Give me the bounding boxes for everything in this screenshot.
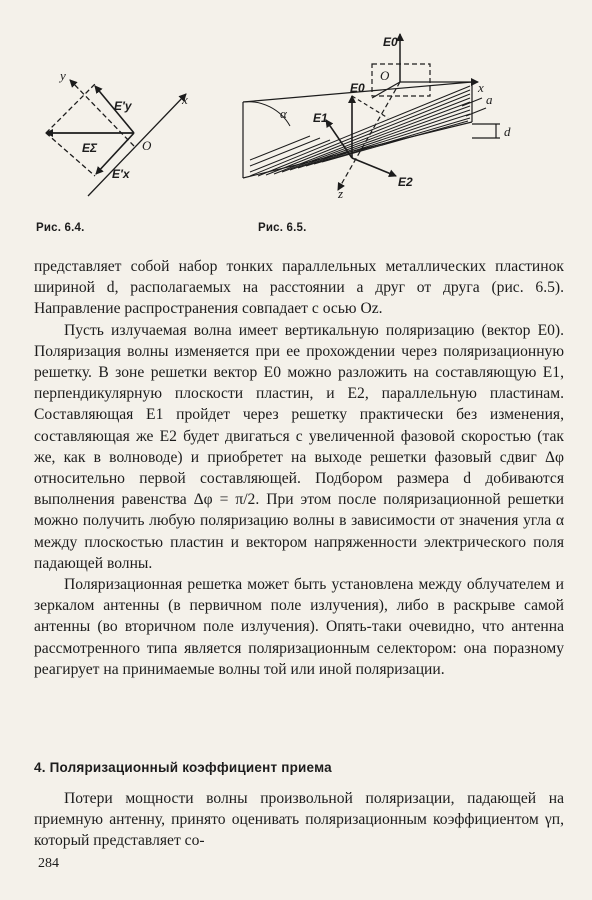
fig65-o-label: O [380, 68, 390, 83]
fig64-esum-label: EΣ [82, 141, 98, 155]
fig64-o-label: O [142, 138, 152, 153]
paragraph-3: Поляризационная решетка может быть установлена между облучателем и зеркалом антенны (в первичном поле излучения), либо в раскрыве самой антенны (во вторичном поле излучения). Опять-таки очевидно, что антенна рассмотренного типа является поляризационным селектором: она поразному реагирует на принимаемые волны той или иной поляризации. [34, 576, 564, 678]
paragraph-1: представляет собой набор тонких параллельных металлических пластинок шириной d, располагаемых на расстоянии a друг от друга (рис. 6.5). Направление распространения совпадает с осью Oz. [34, 258, 564, 318]
fig65-e2-label: E2 [398, 175, 413, 189]
fig64-dash-1 [46, 84, 95, 133]
figures-area [0, 0, 592, 250]
section-text [34, 788, 564, 852]
fig64-x-label: x [182, 92, 188, 107]
body-text [34, 256, 564, 680]
page-number: 284 [38, 856, 59, 871]
section-heading: 4. Поляризационный коэффициент приема [34, 760, 332, 775]
fig65-e2-vector [352, 158, 396, 176]
paragraph-2: Пусть излучаемая волна имеет вертикальную поляризацию (вектор E0). Поляризация волны изменяется при ее прохождении через поляризационную решетку. В зоне решетки вектор E0 можно разложить на составляющую E1, перпендикулярную плоскости пластин, и E2, параллельную пластинам. Составляющая E1 пройдет через решетку практически без изменения, составляющая же E2 будет двигаться с увеличенной фазовой скоростью (так же, как в волноводе) и приобретет на выходе решетки фазовый сдвиг Δφ относительно первой составляющей. Подбором размера d добиваются выполнения равенства Δφ = π/2. При этом после поляризационной решетки можно получить любую поляризацию волны в зависимости от значения угла α между плоскостью пластин и вектором напряженности электрического поля падающей волны. [34, 321, 564, 572]
fig65-e0-top-label: E0 [383, 35, 398, 49]
fig65-e1-label: E1 [313, 111, 328, 125]
fig64-x-axis [88, 94, 186, 196]
fig64-y-axis [70, 80, 134, 146]
fig65-caption: Рис. 6.5. [258, 222, 307, 234]
fig65-a-label: a [486, 92, 493, 107]
fig65-e0-label: E0 [350, 81, 365, 95]
fig65-a-tick-2 [466, 108, 486, 116]
fig64-ex-label: E′x [112, 167, 130, 181]
fig64-caption: Рис. 6.4. [36, 222, 85, 234]
fig64-y-label: y [60, 68, 66, 83]
figures-svg [0, 0, 592, 250]
fig64-ey-label: E′y [114, 99, 132, 113]
fig65-z-label: z [338, 186, 344, 201]
fig65-alpha-label: α [280, 106, 287, 121]
fig65-x-label: x [478, 80, 484, 95]
section-paragraph-1: Потери мощности волны произвольной поляризации, падающей на приемную антенну, принято оценивать поляризационным коэффициентом γп, который представляет со- [34, 790, 564, 850]
fig65-projection [352, 96, 388, 118]
fig65-d-label: d [504, 124, 511, 139]
